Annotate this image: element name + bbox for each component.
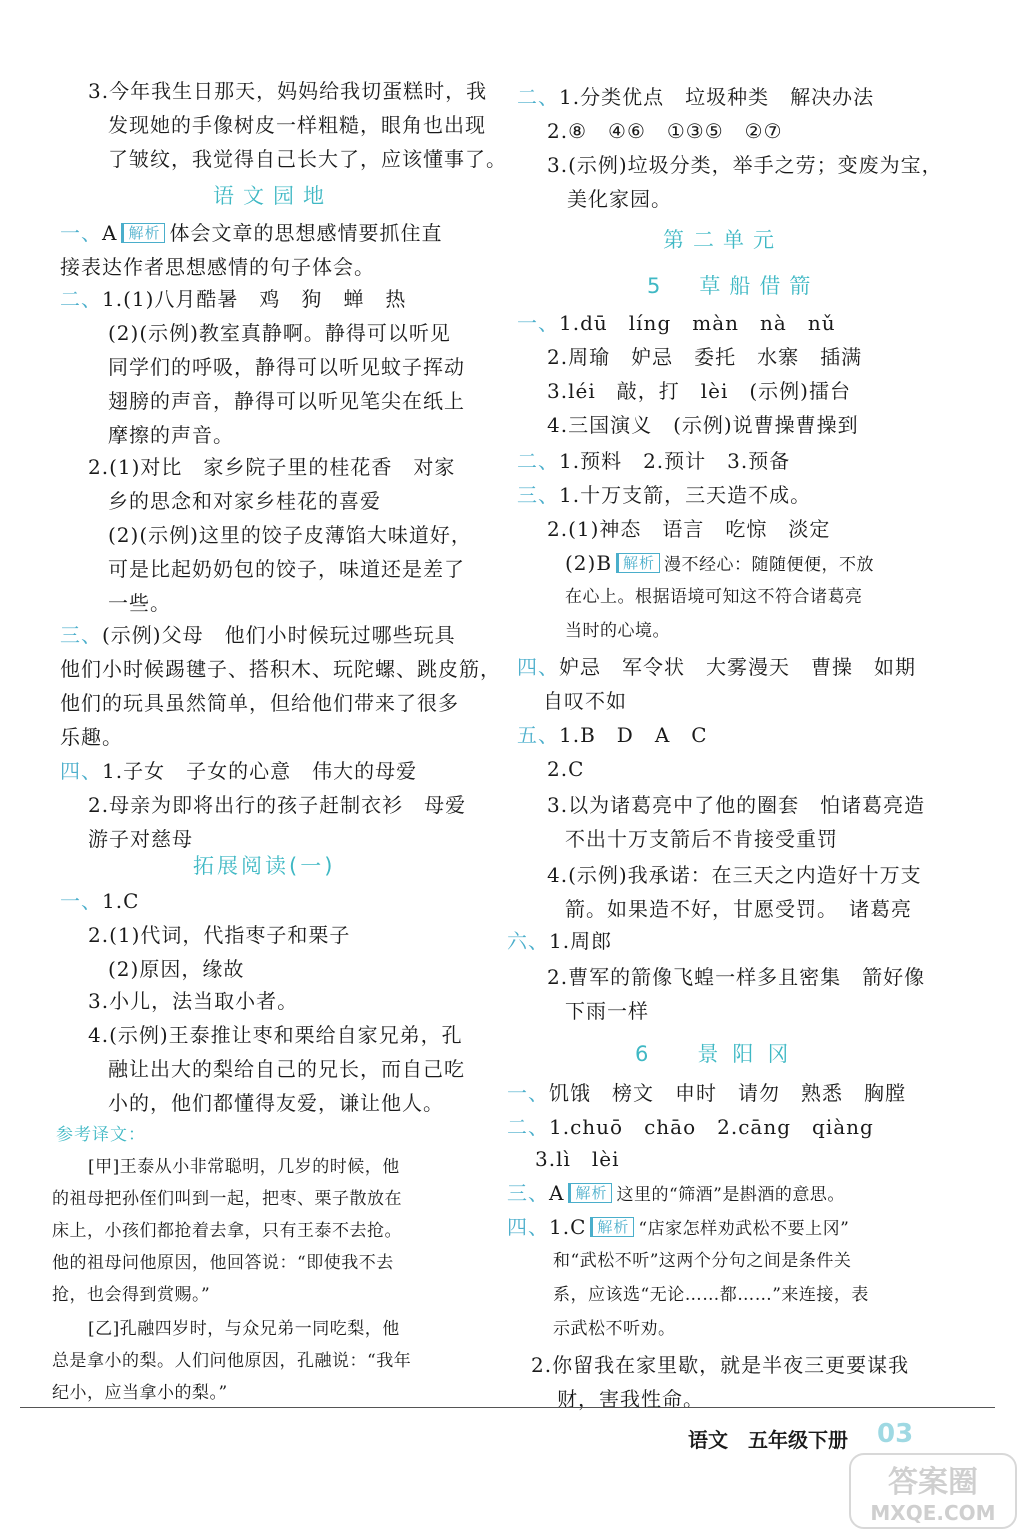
answer-text: 1.预料 2.预计 3.预备 (559, 449, 791, 473)
answer-line: 接表达作者思想感情的句子体会。 (60, 255, 375, 279)
watermark-text: 答案圈 (888, 1465, 978, 1500)
answer-line (60, 218, 442, 248)
answer-text: 妒忌 军令状 大雾漫天 曹操 如期 (559, 655, 916, 679)
unit-title: 第二单元 (663, 228, 783, 252)
answer-line: 和“武松不听”这两个分句之间是条件关 (553, 1251, 852, 1271)
answer-line: 示武松不听劝。 (553, 1319, 676, 1339)
answer-line: 2.⑧ ④⑥ ①③⑤ ②⑦ (547, 119, 783, 143)
answer-line: 他们的玩具虽然简单，但给他们带来了很多 (60, 691, 459, 715)
answer-line: 不出十万支箭后不肯接受重罚 (565, 827, 838, 851)
lesson-name: 草船借箭 (699, 274, 820, 298)
answer-line: 当时的心境。 (565, 621, 670, 641)
lesson-title (635, 1038, 802, 1068)
answer-line: 乐趣。 (60, 725, 123, 749)
answer-line: 4.三国演义 (示例)说曹操曹操到 (547, 413, 859, 437)
answer-line: 2.C (547, 757, 585, 781)
answer-line: 融让出大的梨给自己的兄长，而自己吃 (108, 1057, 465, 1081)
answer-line (60, 620, 456, 650)
answer-line: 2.你留我在家里歇，就是半夜三更要谋我 (531, 1353, 910, 1377)
answer-line: 2.(1)神态 语言 吃惊 淡定 (547, 517, 831, 541)
answer-text: 1.C (102, 889, 140, 913)
lesson-number: 5 (647, 274, 670, 298)
section-title-yuwenyuandi: 语文园地 (213, 184, 333, 208)
footer-label (688, 1424, 848, 1453)
translation-line: [乙]孔融四岁时，与众兄弟一同吃梨，他 (88, 1319, 400, 1339)
translation-line: 他的祖母问他原因，他回答说：“即使我不去 (52, 1253, 394, 1273)
answer-text: 1.子女 子女的心意 伟大的母爱 (102, 759, 418, 783)
section-title-tuozhanyuedu: 拓展阅读(一) (193, 854, 336, 878)
answer-text: 1.周郎 (549, 929, 613, 953)
question-number: 一、 (60, 221, 102, 245)
watermark-url: MXQE.COM (870, 1501, 996, 1525)
lesson-title (647, 270, 819, 300)
answer-line (517, 82, 874, 112)
answer-line (517, 652, 916, 682)
question-number: 二、 (517, 85, 559, 109)
answer-text: (2)B (565, 551, 613, 575)
answer-line (517, 480, 811, 510)
analysis-tag: 解析 (568, 1183, 612, 1203)
question-number: 一、 (517, 311, 559, 335)
answer-line: 4.(示例)我承诺：在三天之内造好十万支 (547, 863, 922, 887)
answer-line: 他们小时候踢毽子、搭积木、玩陀螺、跳皮筋， (60, 657, 501, 681)
answer-text: 1.chuō chāo 2.cāng qiàng (549, 1115, 874, 1139)
question-number: 二、 (517, 449, 559, 473)
answer-line (517, 446, 790, 476)
answer-line: 乡的思念和对家乡桂花的喜爱 (108, 489, 381, 513)
answer-line: 2.(1)对比 家乡院子里的桂花香 对家 (88, 455, 456, 479)
footer-rule (20, 1407, 995, 1408)
answer-line: 下雨一样 (565, 999, 649, 1023)
answer-line: 同学们的呼吸，静得可以听见蚊子挥动 (108, 355, 465, 379)
translation-line: 抢，也会得到赏赐。” (52, 1285, 211, 1305)
question-number: 五、 (517, 723, 559, 747)
answer-line: 2.曹军的箭像飞蝗一样多且密集 箭好像 (547, 965, 926, 989)
answer-line: 可是比起奶奶包的饺子，味道还是差了 (108, 557, 465, 581)
answer-text: 漫不经心：随随便便，不放 (664, 555, 875, 575)
watermark-logo (848, 1452, 1018, 1530)
question-number: 二、 (507, 1115, 549, 1139)
question-number: 四、 (517, 655, 559, 679)
answer-line: 一些。 (108, 591, 171, 615)
answer-line: 系，应该选“无论……都……”来连接，表 (553, 1285, 869, 1305)
answer-line: 小的，他们都懂得友爱，谦让他人。 (108, 1091, 444, 1115)
answer-line: 财，害我性命。 (557, 1387, 704, 1411)
translation-line: 的祖母把孙侄们叫到一起，把枣、栗子散放在 (52, 1189, 402, 1209)
answer-line (60, 886, 139, 916)
answer-text: 1.(1)八月酷暑 鸡 狗 蝉 热 (102, 287, 407, 311)
question-number: 一、 (507, 1081, 549, 1105)
answer-text: 1.C (549, 1215, 587, 1239)
answer-line: 了皱纹，我觉得自己长大了，应该懂事了。 (108, 147, 507, 171)
question-number: 一、 (60, 889, 102, 913)
translation-line: [甲]王泰从小非常聪明，几岁的时候，他 (88, 1157, 400, 1177)
question-number: 四、 (507, 1215, 549, 1239)
answer-text: 饥饿 榜文 申时 请勿 熟悉 胸膛 (549, 1081, 906, 1105)
answer-text: 1.dū líng màn nà nǔ (559, 311, 836, 335)
answer-line: 自叹不如 (543, 689, 627, 713)
question-number: 三、 (507, 1181, 549, 1205)
answer-line: 3.今年我生日那天，妈妈给我切蛋糕时，我 (88, 79, 488, 103)
answer-text: 1.十万支箭，三天造不成。 (559, 483, 812, 507)
answer-line (507, 1078, 906, 1108)
answer-line (507, 1112, 874, 1142)
answer-text: 1.分类优点 垃圾种类 解决办法 (559, 85, 875, 109)
answer-line (507, 926, 612, 956)
answer-text: 体会文章的思想感情要抓住直 (169, 221, 443, 245)
answer-line (517, 308, 836, 338)
translation-line: 床上，小孩们都抢着去拿，只有王泰不去抢。 (52, 1221, 402, 1241)
answer-line: 4.(示例)王泰推让枣和栗给自家兄弟，孔 (88, 1023, 463, 1047)
answer-line: 2.(1)代词，代指枣子和栗子 (88, 923, 351, 947)
answer-line (60, 284, 406, 314)
question-number: 三、 (517, 483, 559, 507)
answer-line: 3.小儿，法当取小者。 (88, 989, 299, 1013)
answer-line: 游子对慈母 (88, 827, 193, 851)
answer-line: 3.lì lèi (535, 1147, 620, 1171)
page-number: 03 (877, 1419, 914, 1449)
answer-line: 3.léi 敲，打 lèi (示例)擂台 (547, 379, 851, 403)
answer-line: (2)原因，缘故 (108, 957, 245, 981)
answer-line: 3.(示例)垃圾分类，举手之劳；变废为宝， (547, 153, 943, 177)
lesson-name: 景阳冈 (697, 1042, 803, 1066)
analysis-tag: 解析 (121, 223, 165, 243)
question-number: 二、 (60, 287, 102, 311)
answer-line: 在心上。根据语境可知这不符合诸葛亮 (565, 587, 863, 607)
answer-line: (2)(示例)这里的饺子皮薄馅大味道好， (108, 523, 472, 547)
answer-line: 摩擦的声音。 (108, 423, 234, 447)
question-number: 六、 (507, 929, 549, 953)
subject-label: 语文 (688, 1428, 728, 1452)
grade-label: 五年级下册 (748, 1428, 848, 1452)
lesson-number: 6 (635, 1042, 663, 1066)
answer-line: 箭。如果造不好，甘愿受罚。 诸葛亮 (565, 897, 912, 921)
answer-line (565, 548, 874, 580)
answer-line (507, 1212, 849, 1244)
analysis-tag: 解析 (616, 553, 660, 573)
translation-line: 总是拿小的梨。人们问他原因，孔融说：“我年 (52, 1351, 412, 1371)
answer-line: 2.母亲为即将出行的孩子赶制衣衫 母爱 (88, 793, 467, 817)
answer-line: 3.以为诸葛亮中了他的圈套 怕诸葛亮造 (547, 793, 926, 817)
reference-translation-title: 参考译文： (56, 1125, 146, 1145)
answer-text: “店家怎样劝武松不要上冈” (638, 1219, 850, 1239)
answer-line: 翅膀的声音，静得可以听见笔尖在纸上 (108, 389, 465, 413)
answer-line (507, 1178, 845, 1210)
analysis-tag: 解析 (590, 1217, 634, 1237)
answer-line: (2)(示例)教室真静啊。静得可以听见 (108, 321, 451, 345)
answer-text: 这里的“筛酒”是斟酒的意思。 (616, 1185, 845, 1205)
question-number: 三、 (60, 623, 102, 647)
answer-line: 发现她的手像树皮一样粗糙，眼角也出现 (108, 113, 486, 137)
answer-text: A (102, 221, 118, 245)
question-number: 四、 (60, 759, 102, 783)
answer-line: 美化家园。 (567, 187, 672, 211)
translation-line: 纪小，应当拿小的梨。” (52, 1383, 228, 1403)
answer-line (517, 720, 708, 750)
answer-text: 1.B D A C (559, 723, 708, 747)
answer-line: 2.周瑜 妒忌 委托 水寨 插满 (547, 345, 863, 369)
answer-line (60, 756, 417, 786)
answer-text: (示例)父母 他们小时候玩过哪些玩具 (102, 623, 456, 647)
answer-text: A (549, 1181, 565, 1205)
